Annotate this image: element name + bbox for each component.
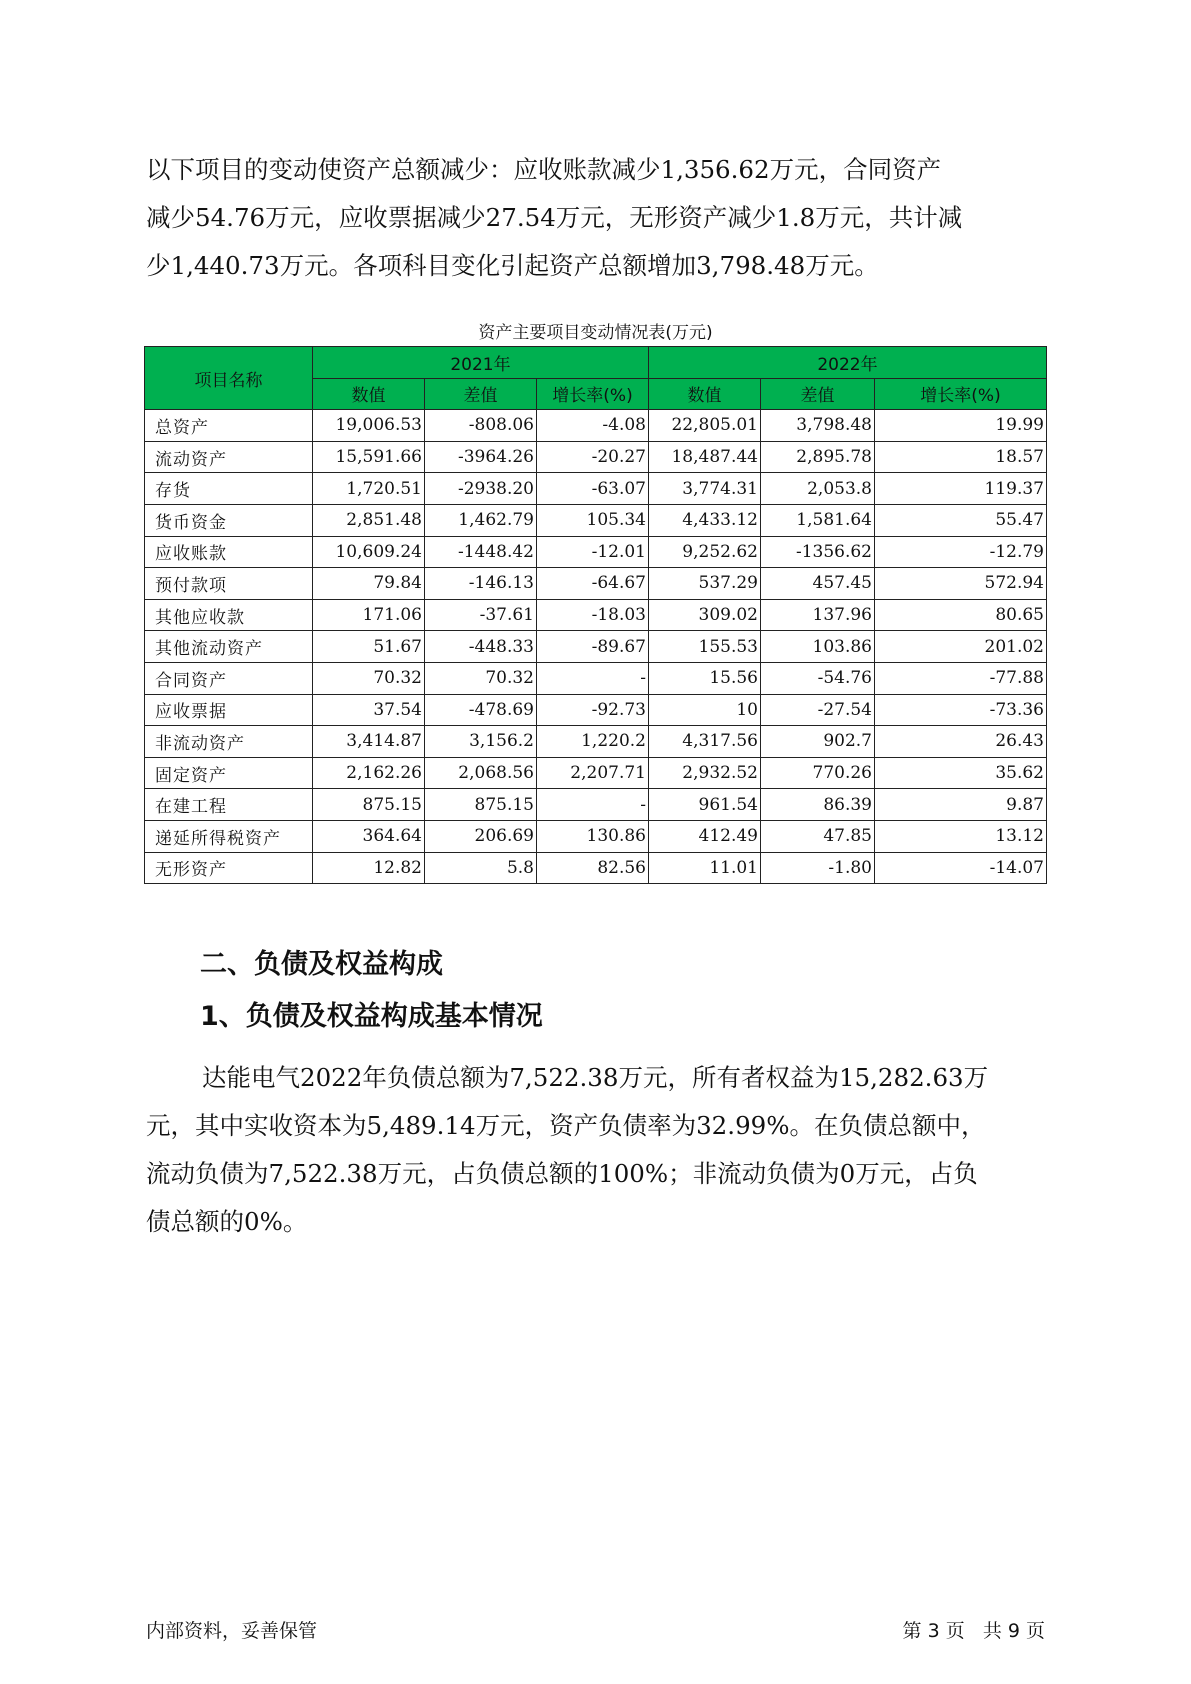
- table-cell: 2,851.48: [313, 504, 425, 536]
- table-cell: -1448.42: [425, 536, 537, 568]
- table-cell: 11.01: [649, 852, 761, 884]
- table-cell: 103.86: [761, 631, 875, 663]
- row-item-name: 无形资产: [145, 852, 313, 884]
- table-cell: 412.49: [649, 820, 761, 852]
- table-cell: 537.29: [649, 568, 761, 600]
- table-cell: 86.39: [761, 789, 875, 821]
- value-header: 数值: [313, 378, 425, 410]
- table-cell: -27.54: [761, 694, 875, 726]
- table-cell: 902.7: [761, 726, 875, 758]
- year-header-2021: 2021年: [313, 347, 649, 379]
- table-row: [145, 410, 1047, 442]
- table-cell: 9.87: [875, 789, 1047, 821]
- table-cell: 19.99: [875, 410, 1047, 442]
- table-row: [145, 694, 1047, 726]
- item-name-header: 项目名称: [145, 347, 313, 410]
- table-row: [145, 631, 1047, 663]
- table-cell: -1.80: [761, 852, 875, 884]
- table-cell: 15.56: [649, 662, 761, 694]
- table-cell: 206.69: [425, 820, 537, 852]
- table-cell: 12.82: [313, 852, 425, 884]
- row-item-name: 合同资产: [145, 662, 313, 694]
- table-row: [145, 726, 1047, 758]
- table-cell: -92.73: [537, 694, 649, 726]
- table-cell: 2,932.52: [649, 757, 761, 789]
- difference-header: 差值: [425, 378, 537, 410]
- table-row: [145, 473, 1047, 505]
- table-cell: 2,162.26: [313, 757, 425, 789]
- table-cell: 70.32: [313, 662, 425, 694]
- table-row: [145, 789, 1047, 821]
- table-row: [145, 820, 1047, 852]
- table-cell: -12.79: [875, 536, 1047, 568]
- table-cell: 309.02: [649, 599, 761, 631]
- row-item-name: 货币资金: [145, 504, 313, 536]
- table-cell: -73.36: [875, 694, 1047, 726]
- table-cell: -808.06: [425, 410, 537, 442]
- row-item-name: 流动资产: [145, 441, 313, 473]
- row-item-name: 在建工程: [145, 789, 313, 821]
- table-cell: 4,433.12: [649, 504, 761, 536]
- table-cell: 51.67: [313, 631, 425, 663]
- table-cell: 572.94: [875, 568, 1047, 600]
- growth-rate-header: 增长率(%): [875, 378, 1047, 410]
- row-item-name: 预付款项: [145, 568, 313, 600]
- table-caption: 资产主要项目变动情况表(万元): [478, 323, 713, 343]
- value-header: 数值: [649, 378, 761, 410]
- table-cell: -2938.20: [425, 473, 537, 505]
- footer-confidential-note: 内部资料，妥善保管: [146, 1620, 318, 1642]
- table-cell: 130.86: [537, 820, 649, 852]
- table-cell: -89.67: [537, 631, 649, 663]
- footer-page-number: 第 3 页 共 9 页: [902, 1620, 1045, 1642]
- table-cell: 3,798.48: [761, 410, 875, 442]
- row-item-name: 总资产: [145, 410, 313, 442]
- intro-paragraph: [146, 146, 1046, 290]
- body-line: 债总额的0%。: [146, 1207, 308, 1236]
- table-cell: 2,207.71: [537, 757, 649, 789]
- table-cell: 3,414.87: [313, 726, 425, 758]
- row-item-name: 应收票据: [145, 694, 313, 726]
- intro-line: 以下项目的变动使资产总额减少：应收账款减少1,356.62万元，合同资产: [146, 155, 942, 184]
- table-cell: -20.27: [537, 441, 649, 473]
- table-cell: 70.32: [425, 662, 537, 694]
- table-cell: 875.15: [425, 789, 537, 821]
- table-cell: -478.69: [425, 694, 537, 726]
- table-cell: 47.85: [761, 820, 875, 852]
- table-cell: -4.08: [537, 410, 649, 442]
- table-cell: 80.65: [875, 599, 1047, 631]
- difference-header: 差值: [761, 378, 875, 410]
- table-cell: 10: [649, 694, 761, 726]
- table-row: [145, 568, 1047, 600]
- table-cell: 119.37: [875, 473, 1047, 505]
- table-cell: 18,487.44: [649, 441, 761, 473]
- table-cell: 35.62: [875, 757, 1047, 789]
- table-cell: 105.34: [537, 504, 649, 536]
- table-cell: 875.15: [313, 789, 425, 821]
- table-cell: 3,156.2: [425, 726, 537, 758]
- asset-change-table: [144, 346, 1047, 884]
- table-cell: -: [537, 789, 649, 821]
- table-cell: -: [537, 662, 649, 694]
- table-cell: 770.26: [761, 757, 875, 789]
- table-cell: -37.61: [425, 599, 537, 631]
- section-heading: 二、负债及权益构成: [200, 949, 443, 980]
- table-cell: 364.64: [313, 820, 425, 852]
- table-cell: 1,720.51: [313, 473, 425, 505]
- table-cell: 2,068.56: [425, 757, 537, 789]
- table-cell: -146.13: [425, 568, 537, 600]
- table-cell: 137.96: [761, 599, 875, 631]
- body-line: 流动负债为7,522.38万元，占负债总额的100%；非流动负债为0万元，占负: [146, 1159, 978, 1188]
- table-cell: 9,252.62: [649, 536, 761, 568]
- table-cell: -12.01: [537, 536, 649, 568]
- table-cell: 1,220.2: [537, 726, 649, 758]
- row-item-name: 存货: [145, 473, 313, 505]
- table-cell: 5.8: [425, 852, 537, 884]
- table-cell: 457.45: [761, 568, 875, 600]
- table-row: [145, 536, 1047, 568]
- body-line: 达能电气2022年负债总额为7,522.38万元，所有者权益为15,282.63万: [202, 1063, 989, 1092]
- table-cell: 201.02: [875, 631, 1047, 663]
- table-cell: 171.06: [313, 599, 425, 631]
- growth-rate-header: 增长率(%): [537, 378, 649, 410]
- row-item-name: 非流动资产: [145, 726, 313, 758]
- table-cell: 4,317.56: [649, 726, 761, 758]
- intro-line: 少1,440.73万元。各项科目变化引起资产总额增加3,798.48万元。: [146, 251, 879, 280]
- table-cell: -448.33: [425, 631, 537, 663]
- table-row: [145, 504, 1047, 536]
- body-line: 元，其中实收资本为5,489.14万元，资产负债率为32.99%。在负债总额中，: [146, 1111, 986, 1140]
- table-cell: -1356.62: [761, 536, 875, 568]
- intro-line: 减少54.76万元，应收票据减少27.54万元，无形资产减少1.8万元，共计减: [146, 203, 963, 232]
- table-cell: -63.07: [537, 473, 649, 505]
- row-item-name: 其他应收款: [145, 599, 313, 631]
- table-cell: 2,053.8: [761, 473, 875, 505]
- table-row: [145, 599, 1047, 631]
- table-cell: 155.53: [649, 631, 761, 663]
- table-cell: 55.47: [875, 504, 1047, 536]
- table-cell: 2,895.78: [761, 441, 875, 473]
- table-cell: 13.12: [875, 820, 1047, 852]
- row-item-name: 应收账款: [145, 536, 313, 568]
- table-row: [145, 441, 1047, 473]
- table-cell: 26.43: [875, 726, 1047, 758]
- table-cell: 19,006.53: [313, 410, 425, 442]
- table-cell: 1,462.79: [425, 504, 537, 536]
- table-cell: 37.54: [313, 694, 425, 726]
- row-item-name: 固定资产: [145, 757, 313, 789]
- table-cell: 961.54: [649, 789, 761, 821]
- row-item-name: 其他流动资产: [145, 631, 313, 663]
- table-body: [145, 410, 1047, 884]
- table-cell: -77.88: [875, 662, 1047, 694]
- year-header-2022: 2022年: [649, 347, 1047, 379]
- table-cell: 18.57: [875, 441, 1047, 473]
- table-cell: -64.67: [537, 568, 649, 600]
- table-cell: 79.84: [313, 568, 425, 600]
- table-cell: 1,581.64: [761, 504, 875, 536]
- table-cell: -18.03: [537, 599, 649, 631]
- table-cell: 3,774.31: [649, 473, 761, 505]
- table-row: [145, 757, 1047, 789]
- table-cell: -14.07: [875, 852, 1047, 884]
- liability-paragraph: [146, 1054, 1046, 1246]
- table-cell: -54.76: [761, 662, 875, 694]
- table-cell: 10,609.24: [313, 536, 425, 568]
- table-cell: 22,805.01: [649, 410, 761, 442]
- table-cell: -3964.26: [425, 441, 537, 473]
- table-row: [145, 852, 1047, 884]
- row-item-name: 递延所得税资产: [145, 820, 313, 852]
- sub-heading: 1、负债及权益构成基本情况: [200, 1001, 543, 1032]
- table-cell: 15,591.66: [313, 441, 425, 473]
- table-row: [145, 662, 1047, 694]
- table-cell: 82.56: [537, 852, 649, 884]
